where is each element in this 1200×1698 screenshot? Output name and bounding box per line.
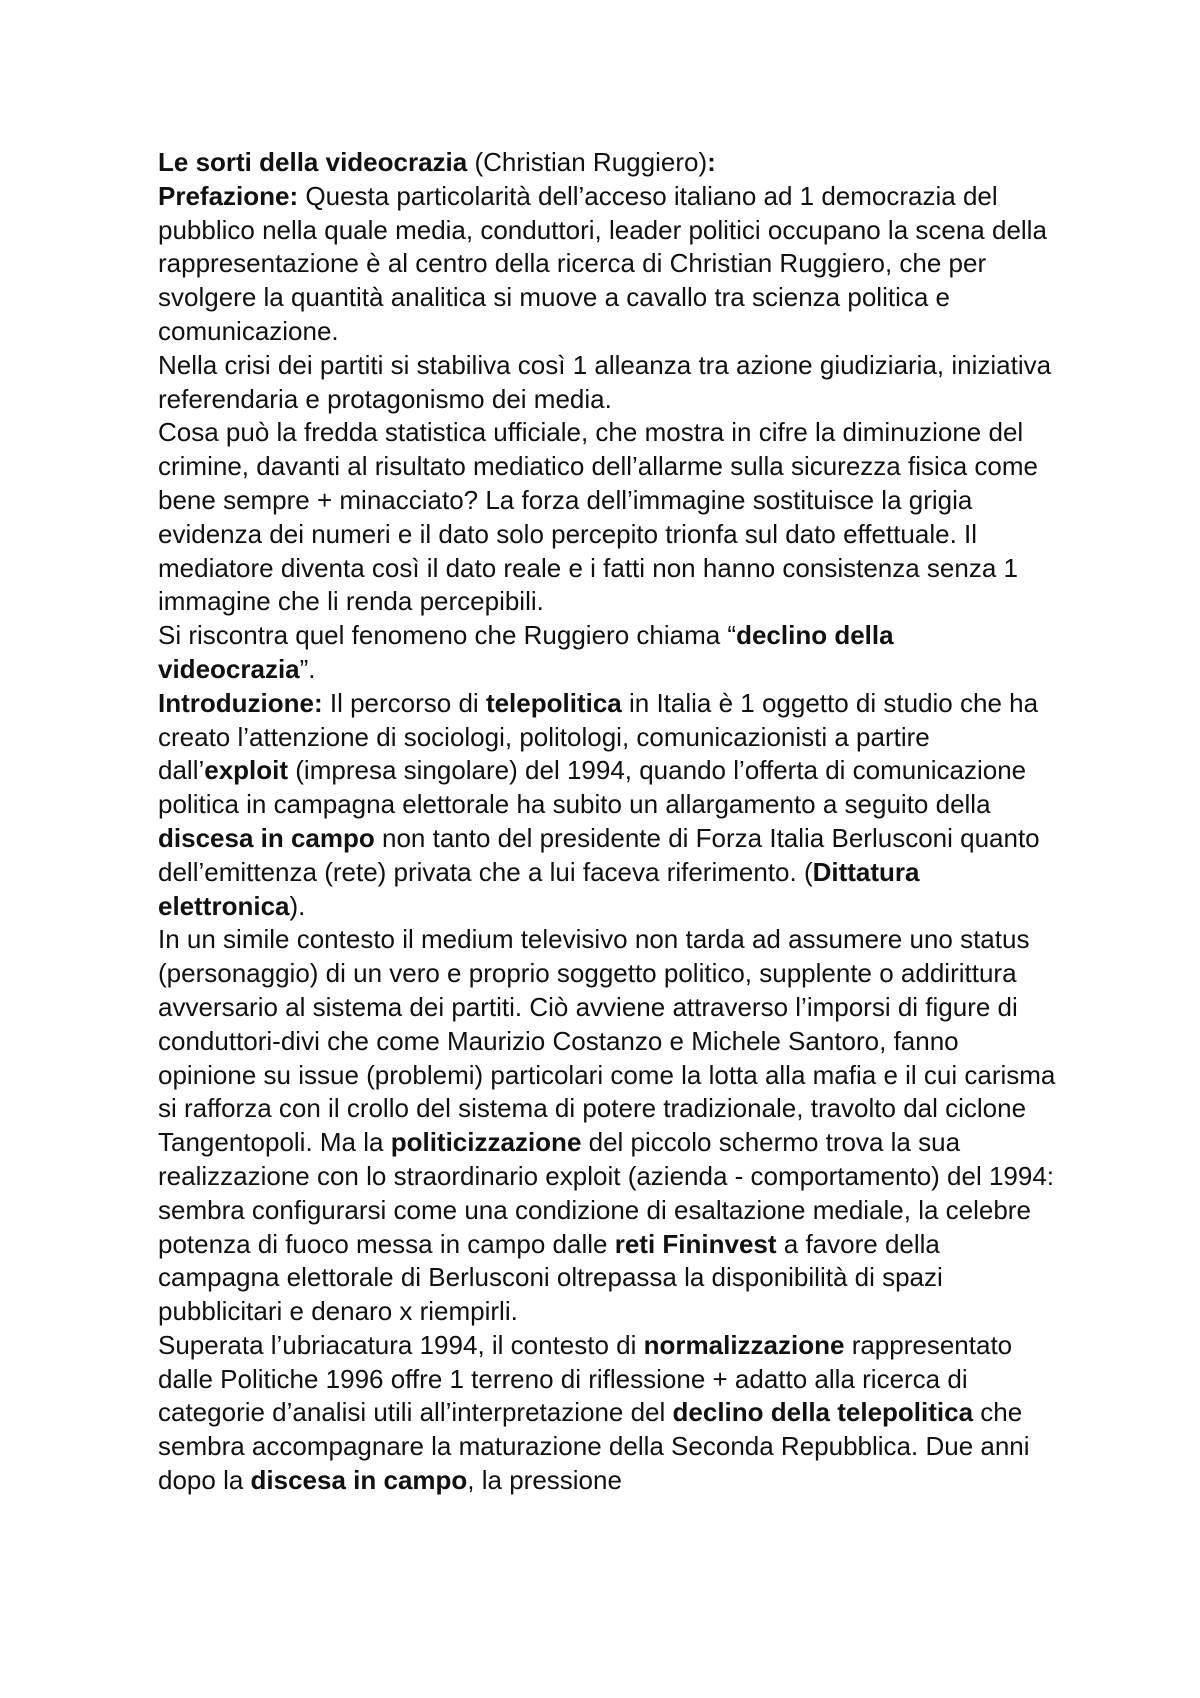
bold-term: discesa in campo xyxy=(158,822,375,853)
bold-term: discesa in campo xyxy=(250,1465,468,1496)
bold-term: telepolitica xyxy=(485,687,622,718)
paragraph-crisi-partiti xyxy=(158,349,1058,417)
title-colon: : xyxy=(707,147,716,177)
section-heading-prefazione: Prefazione: xyxy=(158,180,299,211)
paragraph-text: a favore della campagna elettorale di Berlusconi oltrepassa la disponibilità di spazi pubblicitari e denaro x riempirli. xyxy=(158,1228,943,1327)
bold-term: Dittatura elettronica xyxy=(158,856,920,921)
paragraph-text: , la pressione xyxy=(467,1465,622,1496)
bold-term: declino della telepolitica xyxy=(672,1397,974,1428)
paragraph-text: Cosa può la fredda statistica ufficiale, che mostra in cifre la diminuzione del crimine, davanti al risultato mediatico dell’allarme sulla sicurezza fisica come bene sempre + minacciato? La forza dell’immagine sostituisce la grigia evidenza dei numeri e il dato solo percepito trionfa sul dato effettuale. Il mediatore diventa così il dato reale e i fatti non hanno consistenza senza 1 immagine che li renda percepibili. xyxy=(158,417,1039,617)
bold-term: reti Fininvest xyxy=(614,1228,777,1259)
paragraph-text: in Italia è 1 oggetto di studio che ha creato l’attenzione di sociologi, politologi, comunicazionisti a partire dall’ xyxy=(158,687,1039,786)
document-title: Le sorti della videocrazia xyxy=(158,147,468,177)
bold-term: exploit xyxy=(204,755,289,786)
title-line xyxy=(158,146,1058,180)
section-heading-introduzione: Introduzione: xyxy=(158,687,323,718)
paragraph-text: del piccolo schermo trova la sua realizzazione con lo straordinario exploit (azienda - comportamento) del 1994: sembra configurarsi come una condizione di esaltazione mediale, la celebre potenza di fuoco messa in campo dalle xyxy=(158,1127,1055,1259)
paragraph-introduzione xyxy=(158,687,1058,924)
paragraph-text: Superata l’ubriacatura 1994, il contesto di xyxy=(158,1329,644,1360)
paragraph-text: Nella crisi dei partiti si stabiliva così 1 alleanza tra azione giudiziaria, iniziativa referendaria e protagonismo dei media. xyxy=(158,349,1052,414)
paragraph-text: Questa particolarità dell’acceso italiano ad 1 democrazia del pubblico nella quale media, conduttori, leader politici occupano la scena della rappresentazione è al centro della ricerca di Christian Ruggiero, che per svolgere la quantità analitica si muove a cavallo tra scienza politica e comunicazione. xyxy=(158,180,1047,346)
paragraph-statistica xyxy=(158,416,1058,619)
document-body xyxy=(158,146,1058,1498)
paragraph-normalizzazione xyxy=(158,1329,1058,1498)
paragraph-text: ). xyxy=(289,890,306,921)
paragraph-declino-videocrazia xyxy=(158,619,1058,687)
bold-term: politicizzazione xyxy=(390,1127,582,1158)
paragraph-text: ”. xyxy=(299,653,316,684)
paragraph-text: (impresa singolare) del 1994, quando l’offerta di comunicazione politica in campagna elettorale ha subito un allargamento a seguito della xyxy=(158,755,1027,820)
paragraph-text: In un simile contesto il medium televisivo non tarda ad assumere uno status (personaggio) di un vero e proprio soggetto politico, supplente o addirittura avversario al sistema dei partiti. Ciò avviene attraverso l’imporsi di figure di conduttori-divi che come Maurizio Costanzo e Michele Santoro, fanno opinione su issue (problemi) particolari come la lotta alla mafia e il cui carisma si rafforza con il crollo del sistema di potere tradizionale, travolto dal ciclone Tangentopoli. Ma la xyxy=(158,924,1056,1158)
author-name: (Christian Ruggiero) xyxy=(467,147,708,177)
paragraph-text: non tanto del presidente di Forza Italia Berlusconi quanto dell’emittenza (rete) privata che a lui faceva riferimento. ( xyxy=(158,822,1040,887)
bold-term: normalizzazione xyxy=(643,1329,845,1360)
paragraph-medium-televisivo xyxy=(158,923,1058,1329)
paragraph-prefazione xyxy=(158,180,1058,349)
paragraph-text: Si riscontra quel fenomeno che Ruggiero chiama “ xyxy=(158,620,737,651)
bold-term: declino della videocrazia xyxy=(158,620,894,684)
paragraph-text: rappresentato dalle Politiche 1996 offre 1 terreno di riflessione + adatto alla ricerca di categorie d’analisi utili all’interpretazione del xyxy=(158,1329,1013,1428)
paragraph-text: che sembra accompagnare la maturazione della Seconda Repubblica. Due anni dopo la xyxy=(158,1397,1030,1496)
paragraph-text: Il percorso di xyxy=(322,687,486,718)
